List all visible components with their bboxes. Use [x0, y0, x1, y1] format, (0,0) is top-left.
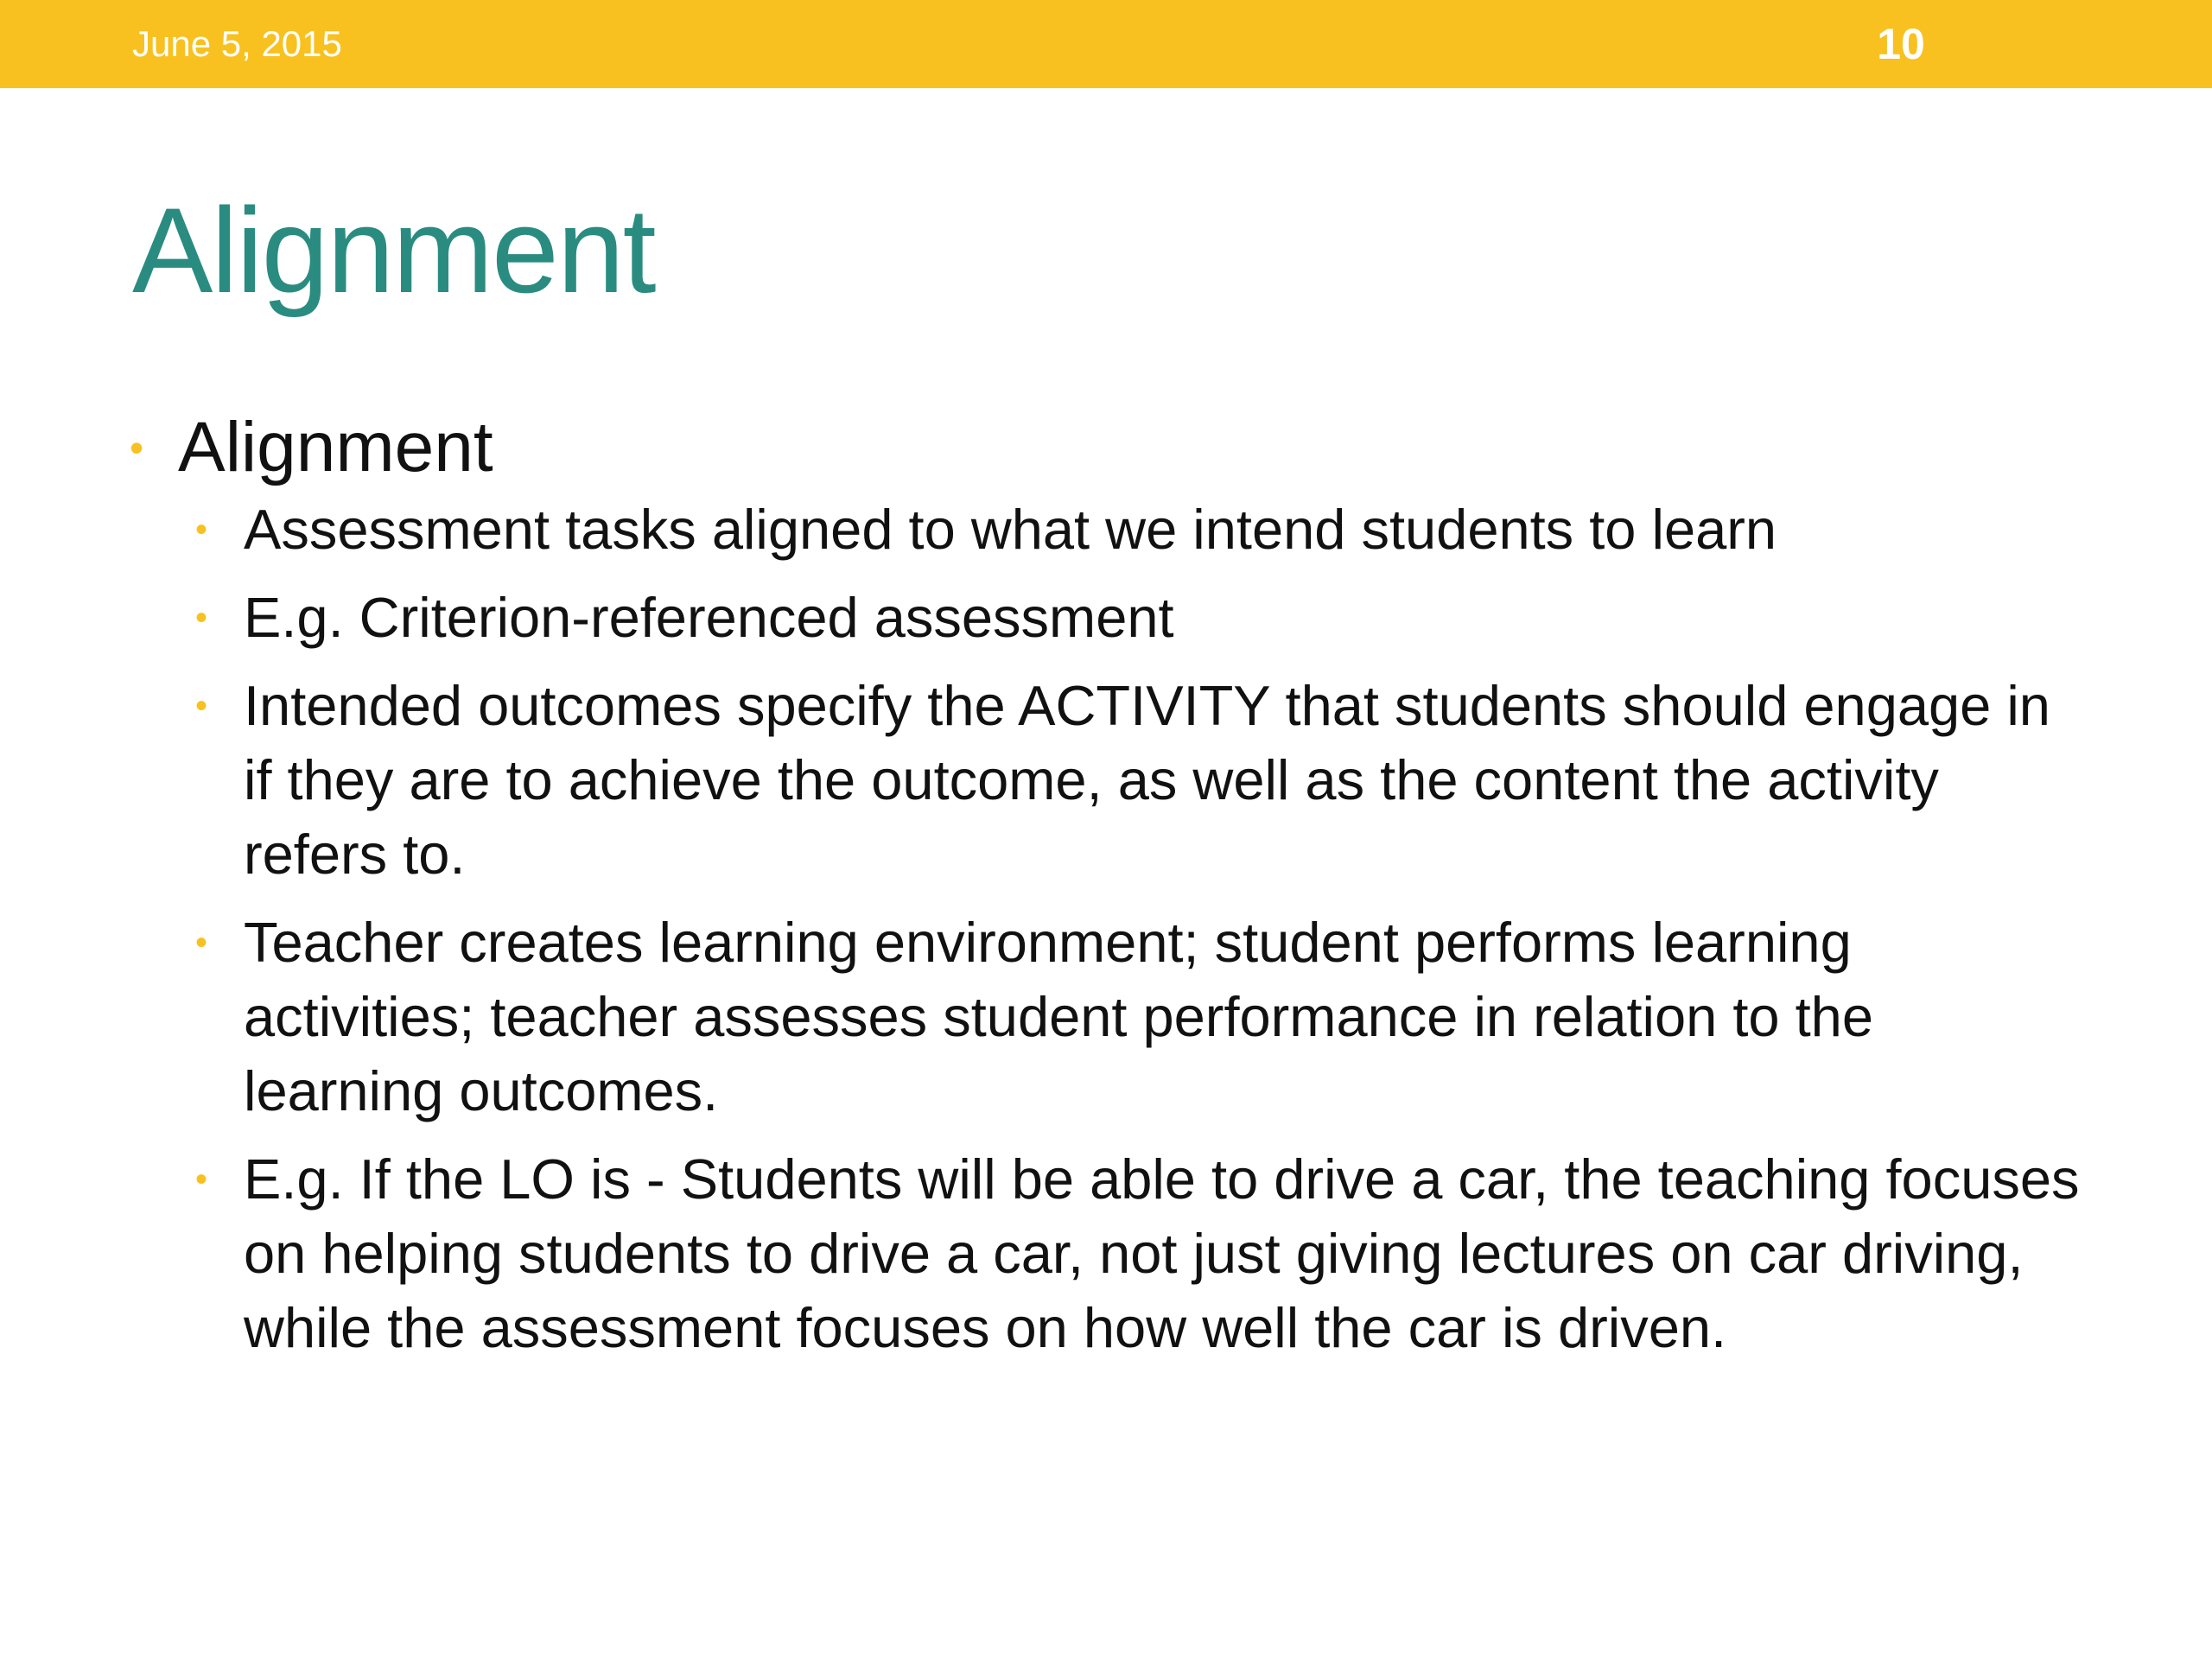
slide-date: June 5, 2015: [132, 23, 342, 64]
bullet-dot-icon: •: [195, 511, 208, 549]
bullet-level1: [130, 404, 2100, 491]
bullet-dot-icon: •: [130, 425, 144, 470]
sub-bullet-item: [195, 493, 2084, 567]
sub-bullet-text: E.g. If the LO is - Students will be able to drive a car, the teaching focuses on helping students to drive a car, not just giving lectures on car driving, while the assessment focuses on how well the car is driven.: [244, 1147, 2080, 1359]
sub-bullet-text: Teacher creates learning environment; student performs learning activities; teacher assesses student performance in relation to the learning outcomes.: [244, 911, 1873, 1122]
sub-bullet-item: [195, 1142, 2084, 1365]
bullet-dot-icon: •: [195, 599, 208, 637]
sub-bullet-text: Intended outcomes specify the ACTIVITY that students should engage in if they are to achieve the outcome, as well as the content the activity refers to.: [244, 674, 2050, 886]
sub-bullet-text: Assessment tasks aligned to what we intend students to learn: [244, 498, 1777, 561]
sub-bullet-text: E.g. Criterion-referenced assessment: [244, 586, 1174, 649]
slide-page-number: 10: [1877, 20, 1925, 68]
bullet-dot-icon: •: [195, 924, 208, 962]
header-bar: [0, 0, 2212, 88]
sub-bullet-list: [130, 493, 2100, 1365]
bullet-dot-icon: •: [195, 1160, 208, 1198]
bullet-level1-text: Alignment: [178, 408, 493, 486]
slide-title: Alignment: [132, 182, 655, 318]
bullet-dot-icon: •: [195, 687, 208, 725]
sub-bullet-item: [195, 669, 2084, 892]
sub-bullet-item: [195, 906, 2084, 1128]
slide-content: [130, 404, 2100, 1379]
sub-bullet-item: [195, 581, 2084, 655]
